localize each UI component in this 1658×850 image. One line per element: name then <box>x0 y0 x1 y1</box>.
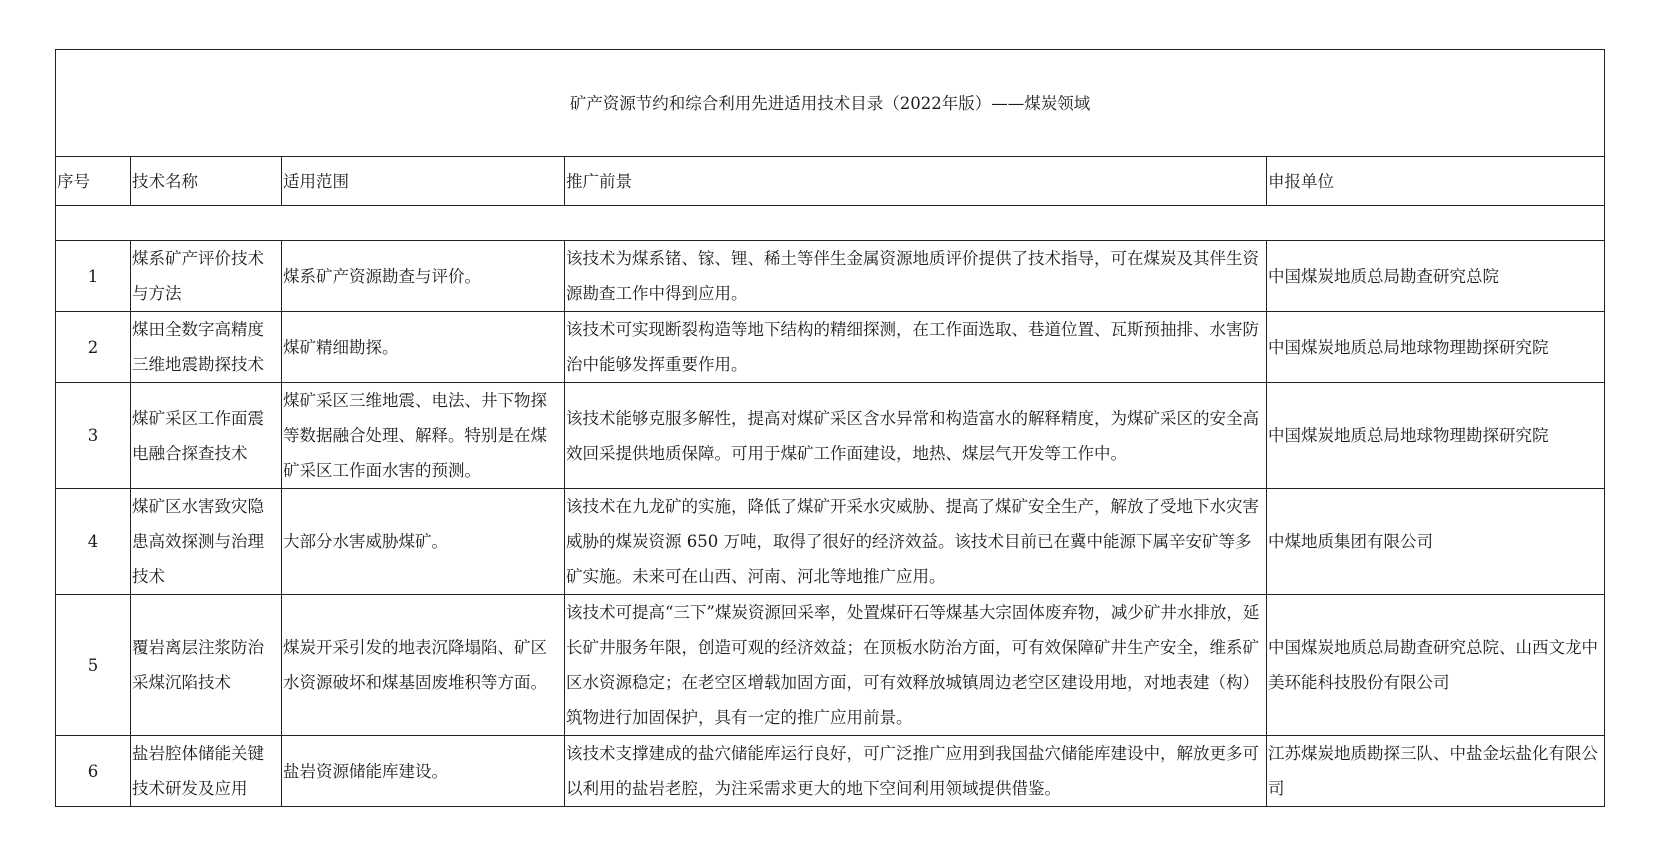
header-unit: 申报单位 <box>1267 157 1605 206</box>
cell-name: 覆岩离层注浆防治采煤沉陷技术 <box>131 595 282 736</box>
cell-scope: 煤系矿产资源勘查与评价。 <box>282 241 565 312</box>
table-title: 矿产资源节约和综合利用先进适用技术目录（2022年版）——煤炭领域 <box>56 50 1605 157</box>
table-row <box>56 312 1605 383</box>
table-row <box>56 595 1605 736</box>
cell-unit: 中国煤炭地质总局地球物理勘探研究院 <box>1267 383 1605 489</box>
cell-scope: 煤矿精细勘探。 <box>282 312 565 383</box>
header-row <box>56 157 1605 206</box>
cell-unit: 中国煤炭地质总局地球物理勘探研究院 <box>1267 312 1605 383</box>
cell-prospect: 该技术为煤系锗、镓、锂、稀土等伴生金属资源地质评价提供了技术指导，可在煤炭及其伴生资源勘查工作中得到应用。 <box>565 241 1267 312</box>
cell-scope: 大部分水害威胁煤矿。 <box>282 489 565 595</box>
technology-catalog-table <box>55 49 1605 807</box>
cell-unit: 中国煤炭地质总局勘查研究总院 <box>1267 241 1605 312</box>
header-no: 序号 <box>56 157 131 206</box>
cell-no: 5 <box>56 595 131 736</box>
cell-no: 1 <box>56 241 131 312</box>
cell-prospect: 该技术可实现断裂构造等地下结构的精细探测，在工作面选取、巷道位置、瓦斯预抽排、水害防治中能够发挥重要作用。 <box>565 312 1267 383</box>
table-row <box>56 736 1605 807</box>
cell-prospect: 该技术可提高“三下”煤炭资源回采率，处置煤矸石等煤基大宗固体废弃物，减少矿井水排放，延长矿井服务年限，创造可观的经济效益；在顶板水防治方面，可有效保障矿井生产安全，维系矿区水资源稳定；在老空区增载加固方面，可有效释放城镇周边老空区建设用地，对地表建（构）筑物进行加固保护，具有一定的推广应用前景。 <box>565 595 1267 736</box>
table-row <box>56 241 1605 312</box>
cell-scope: 煤矿采区三维地震、电法、井下物探等数据融合处理、解释。特别是在煤矿采区工作面水害的预测。 <box>282 383 565 489</box>
cell-unit: 中煤地质集团有限公司 <box>1267 489 1605 595</box>
cell-no: 3 <box>56 383 131 489</box>
table-row <box>56 383 1605 489</box>
cell-prospect: 该技术在九龙矿的实施，降低了煤矿开采水灾威胁、提高了煤矿安全生产，解放了受地下水灾害威胁的煤炭资源 650 万吨，取得了很好的经济效益。该技术目前已在冀中能源下属辛安矿等多矿实施。未来可在山西、河南、河北等地推广应用。 <box>565 489 1267 595</box>
cell-name: 煤系矿产评价技术与方法 <box>131 241 282 312</box>
cell-no: 6 <box>56 736 131 807</box>
header-prospect: 推广前景 <box>565 157 1267 206</box>
cell-unit: 中国煤炭地质总局勘查研究总院、山西文龙中美环能科技股份有限公司 <box>1267 595 1605 736</box>
title-row <box>56 50 1605 157</box>
header-scope: 适用范围 <box>282 157 565 206</box>
table-row <box>56 489 1605 595</box>
cell-no: 2 <box>56 312 131 383</box>
cell-name: 煤矿区水害致灾隐患高效探测与治理技术 <box>131 489 282 595</box>
blank-row <box>56 206 1605 241</box>
cell-unit: 江苏煤炭地质勘探三队、中盐金坛盐化有限公司 <box>1267 736 1605 807</box>
header-name: 技术名称 <box>131 157 282 206</box>
cell-name: 煤矿采区工作面震电融合探查技术 <box>131 383 282 489</box>
cell-scope: 盐岩资源储能库建设。 <box>282 736 565 807</box>
cell-prospect: 该技术支撑建成的盐穴储能库运行良好，可广泛推广应用到我国盐穴储能库建设中，解放更多可以利用的盐岩老腔，为注采需求更大的地下空间利用领域提供借鉴。 <box>565 736 1267 807</box>
cell-prospect: 该技术能够克服多解性，提高对煤矿采区含水异常和构造富水的解释精度，为煤矿采区的安全高效回采提供地质保障。可用于煤矿工作面建设，地热、煤层气开发等工作中。 <box>565 383 1267 489</box>
cell-name: 盐岩腔体储能关键技术研发及应用 <box>131 736 282 807</box>
cell-no: 4 <box>56 489 131 595</box>
cell-name: 煤田全数字高精度三维地震勘探技术 <box>131 312 282 383</box>
blank-cell <box>56 206 1605 241</box>
cell-scope: 煤炭开采引发的地表沉降塌陷、矿区水资源破坏和煤基固废堆积等方面。 <box>282 595 565 736</box>
